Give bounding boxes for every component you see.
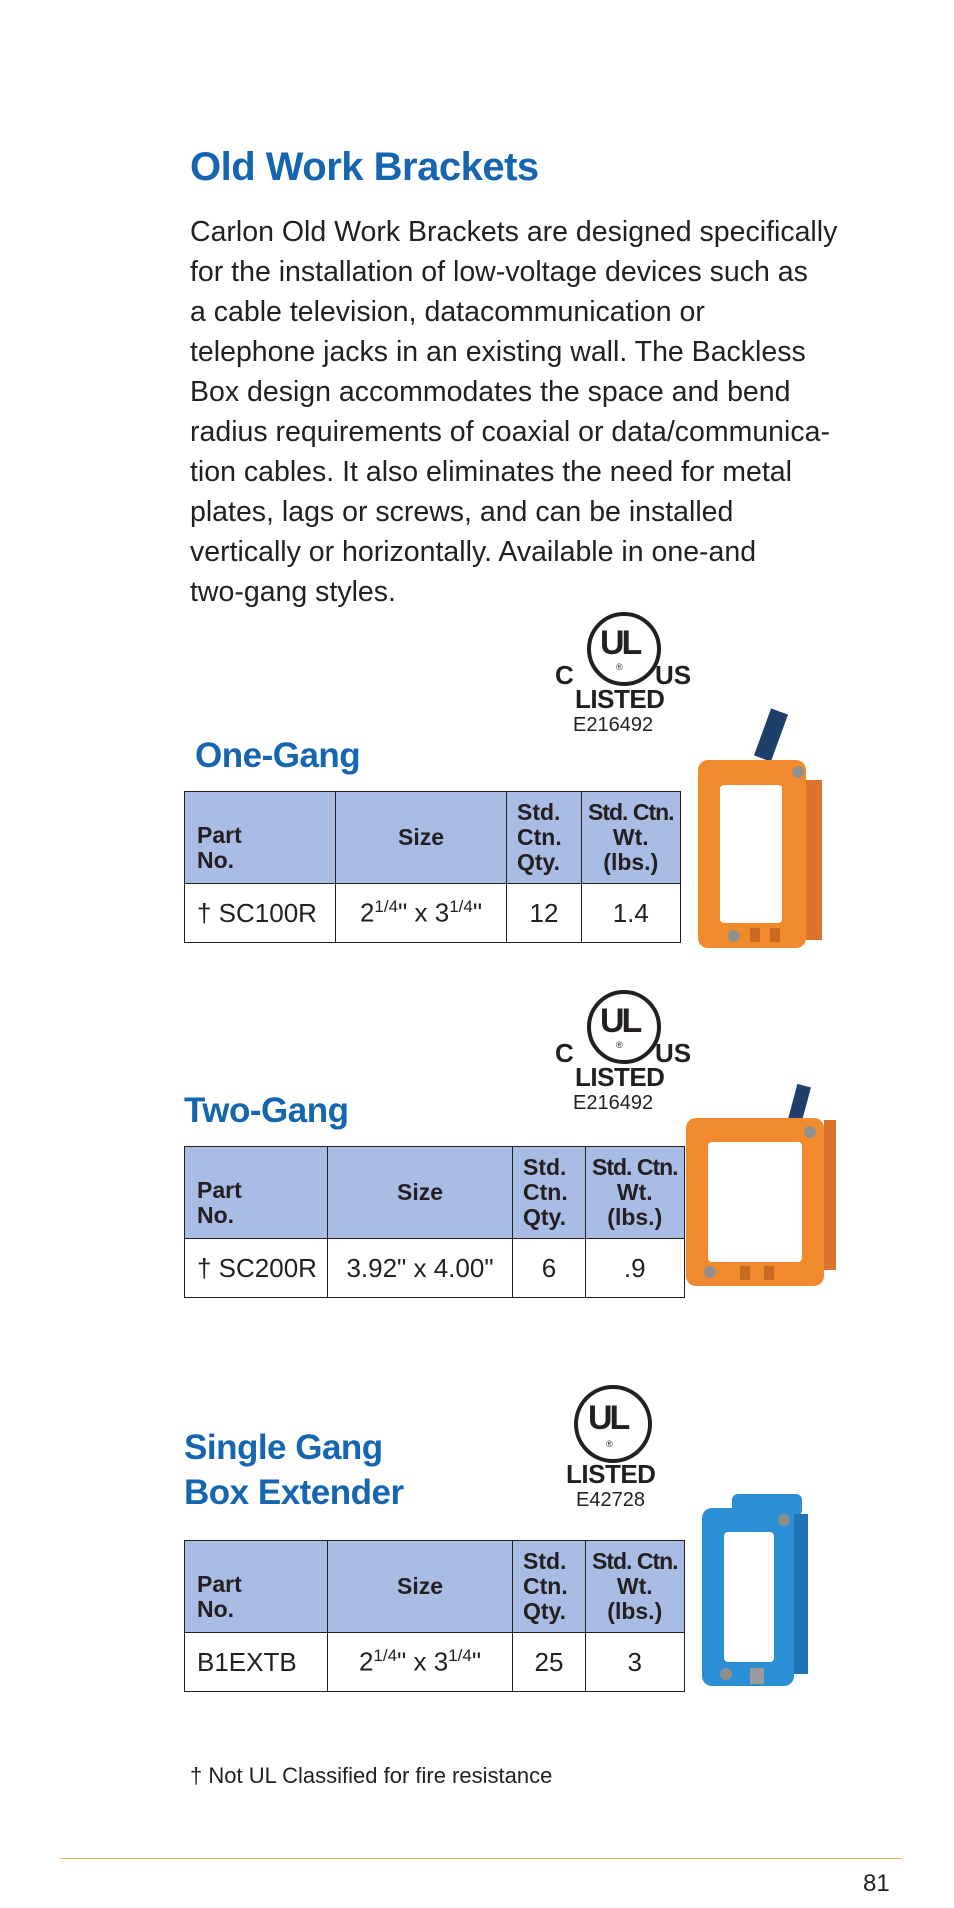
header-std-ctn-wt: Std. Ctn. Wt. (lbs.) [582,792,681,884]
ul-us-mark: US [655,1038,692,1068]
header-std-ctn-qty: Std. Ctn. Qty. [513,1541,586,1633]
intro-paragraph [190,212,850,612]
section-title-one-gang: One-Gang [195,736,361,775]
ul-c-mark: C [555,1038,574,1068]
intro-line: Box design accommodates the space and bend [190,376,791,408]
cell-size: $2^{1/4}$" x $3^{1/4}$" [336,884,507,943]
header-std-ctn-qty: Std. Ctn. Qty. [513,1147,586,1239]
cell-qty: 12 [507,884,582,943]
table-header-row [185,792,681,884]
intro-line: telephone jacks in an existing wall. The Backless [190,336,806,368]
ul-listed-logo [555,990,695,1120]
intro-line: tion cables. It also eliminates the need for metal [190,456,792,488]
ul-mark: UL [600,1002,640,1040]
ul-us-mark: US [655,660,692,690]
cell-qty: 6 [513,1239,586,1298]
cell-size: $2^{1/4}$" x $3^{1/4}$" [328,1633,513,1692]
intro-line: radius requirements of coaxial or data/communica- [190,416,830,448]
table-row [185,1633,685,1692]
table-row [185,1239,685,1298]
cell-part-no: B1EXTB [185,1633,328,1692]
cell-wt: 1.4 [582,884,681,943]
footnote: † Not UL Classified for fire resistance [190,1763,553,1788]
two-gang-bracket-image [680,1080,840,1295]
ul-listed-text: LISTED [575,684,665,714]
intro-line: a cable television, datacommunication or [190,296,705,328]
header-std-ctn-wt: Std. Ctn. Wt. (lbs.) [586,1541,685,1633]
table-row [185,884,681,943]
cell-wt: .9 [586,1239,685,1298]
box-extender-table [184,1540,685,1692]
table-header-row [185,1147,685,1239]
section-title-two-gang: Two-Gang [184,1091,349,1130]
footer-divider [60,1858,902,1859]
ul-c-mark: C [555,660,574,690]
cell-part-no: † SC100R [185,884,336,943]
header-size: Size [336,792,507,884]
intro-line: Carlon Old Work Brackets are designed specifically [190,216,838,248]
one-gang-table [184,791,681,943]
registered-mark: ® [616,662,623,672]
ul-listed-text: LISTED [575,1062,665,1092]
one-gang-bracket-image [690,700,830,965]
intro-line: two-gang styles. [190,576,396,608]
cell-wt: 3 [586,1633,685,1692]
ul-mark: UL [588,1399,628,1437]
page-number: 81 [863,1870,890,1897]
ul-file-number: E216492 [573,714,654,736]
cell-qty: 25 [513,1633,586,1692]
registered-mark: ® [606,1439,613,1449]
section-title-box-extender: Single Gang Box Extender [184,1428,404,1512]
page-title: Old Work Brackets [190,145,539,189]
header-part-no: Part No. [185,792,336,884]
registered-mark: ® [616,1040,623,1050]
header-size: Size [328,1541,513,1633]
intro-line: vertically or horizontally. Available in one-and [190,536,757,568]
header-std-ctn-wt: Std. Ctn. Wt. (lbs.) [586,1147,685,1239]
intro-line: plates, lags or screws, and can be installed [190,496,734,528]
ul-listed-logo [566,1385,662,1515]
ul-mark: UL [600,624,640,662]
ul-file-number: E216492 [573,1092,654,1114]
ul-listed-text: LISTED [566,1459,656,1489]
cell-size: 3.92" x 4.00" [328,1239,513,1298]
intro-line: for the installation of low-voltage devices such as [190,256,808,288]
two-gang-table [184,1146,685,1298]
header-part-no: Part No. [185,1541,328,1633]
header-part-no: Part No. [185,1147,328,1239]
cell-part-no: † SC200R [185,1239,328,1298]
ul-listed-logo [555,612,695,742]
box-extender-image [692,1490,822,1700]
header-size: Size [328,1147,513,1239]
table-header-row [185,1541,685,1633]
ul-file-number: E42728 [576,1489,645,1511]
header-std-ctn-qty: Std. Ctn. Qty. [507,792,582,884]
